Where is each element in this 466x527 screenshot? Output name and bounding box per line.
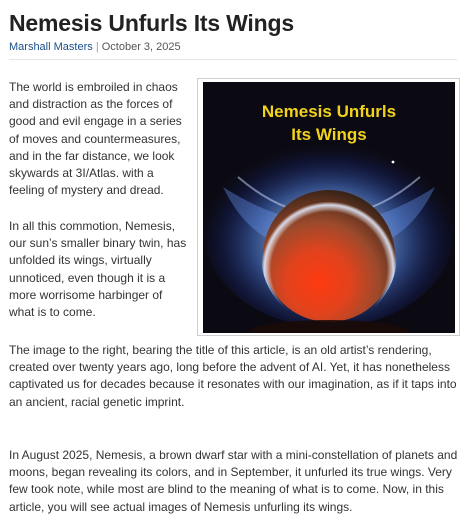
nemesis-illustration [203,82,455,333]
paragraph-4: In August 2025, Nemesis, a brown dwarf star with a mini-constellation of planets and moons, began revealing its colors, and in September, it unfurled its true wings. Very few took note, while most are blind to the meaning of what is to come. Now, in this article, you will see actual images of Nemesis unfurling its wings. [9,448,458,514]
paragraph-3: The image to the right, bearing the title of this article, is an old artist’s rendering, created over twenty years ago, long before the advent of AI. Yet, it has nonetheless captivated us for decades because it resonates with our imagination, as if it taps into an ancient, racial genetic imprint. [9,343,457,409]
author-link[interactable]: Marshall Masters [9,41,93,53]
publish-date: October 3, 2025 [101,41,181,53]
paragraph-1: The world is embroiled in chaos and distraction as the forces of good and evil engage in a series of moves and countermeasures, and in the far distance, we look skywards at 3I/Atlas. with a feeling of mystery and dread. [9,80,182,198]
image-caption-line-2: Its Wings [291,125,367,144]
article-title: Nemesis Unfurls Its Wings [9,10,294,36]
paragraph-2: In all this commotion, Nemesis, our sun’s smaller binary twin, has unfolded its wings, virtually unnoticed, even though it is a more worrisome harbinger of what is to come. [9,219,187,320]
title-divider [9,59,457,60]
article-image [197,78,460,336]
byline-separator: | [95,41,99,53]
image-caption-line-1: Nemesis Unfurls [261,102,397,121]
article-byline [9,41,181,53]
